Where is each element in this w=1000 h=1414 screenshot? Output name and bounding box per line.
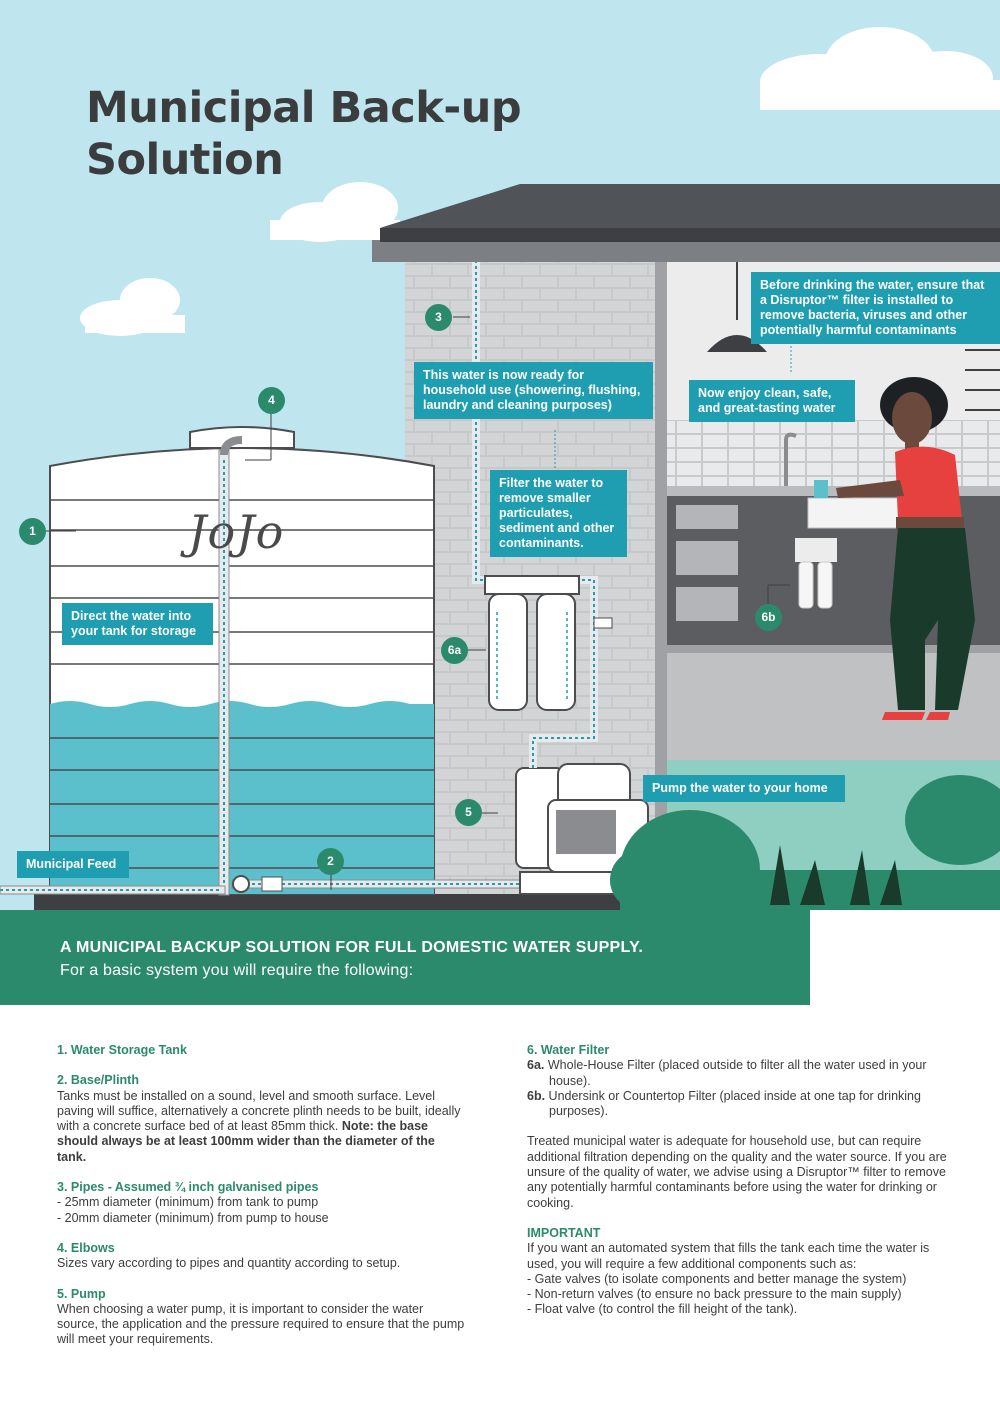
callout-filter-water: Filter the water to remove smaller particulates, sediment and other contaminants. bbox=[490, 470, 627, 557]
req-base-heading: 2. Base/Plinth bbox=[57, 1073, 139, 1088]
req-filter-body: Treated municipal water is adequate for household use, but can require additional filtration depending on the quality and the water source. If you are unsure of the quality of water, we advise using a Disruptor™ filter to remove any potentially harmful contaminants before using the water for drinking or cooking. bbox=[527, 1134, 947, 1210]
marker-4: 4 bbox=[258, 387, 285, 414]
drawers bbox=[676, 505, 738, 621]
water-tank bbox=[50, 427, 434, 894]
req-important-item: - Float valve (to control the fill height of the tank). bbox=[527, 1302, 798, 1317]
marker-5: 5 bbox=[455, 799, 482, 826]
marker-6b: 6b bbox=[755, 604, 782, 631]
req-elbows bbox=[57, 1241, 467, 1272]
requirements-right-column bbox=[527, 1043, 957, 1333]
req-tank-heading: 1. Water Storage Tank bbox=[57, 1043, 187, 1057]
req-filter-6a-label: 6a. bbox=[527, 1058, 545, 1073]
req-filter-6a-text: Whole-House Filter (placed outside to filter all the water used in your house). bbox=[547, 1058, 927, 1088]
callout-direct-water: Direct the water into your tank for storage bbox=[62, 603, 213, 645]
req-important-item: - Non-return valves (to ensure no back pressure to the main supply) bbox=[527, 1287, 902, 1302]
req-pump-body: When choosing a water pump, it is important to consider the water source, the application and the pressure required to ensure that the pump will meet your requirements. bbox=[57, 1301, 465, 1347]
req-important-item: - Gate valves (to isolate components and better manage the system) bbox=[527, 1271, 907, 1286]
req-pump bbox=[57, 1287, 467, 1348]
req-filter-heading: 6. Water Filter bbox=[527, 1043, 610, 1057]
req-pipes-item: - 25mm diameter (minimum) from tank to pump bbox=[57, 1195, 319, 1210]
callout-municipal-feed: Municipal Feed bbox=[17, 851, 129, 878]
brand-logo: JoJo bbox=[188, 505, 285, 559]
req-pipes-heading: 3. Pipes - Assumed ¾ inch galvanised pipes bbox=[57, 1180, 319, 1195]
req-filter-6b bbox=[527, 1089, 957, 1120]
req-pipes-item: - 20mm diameter (minimum) from pump to house bbox=[57, 1210, 329, 1225]
callout-pump: Pump the water to your home bbox=[643, 775, 845, 802]
req-pipes bbox=[57, 1180, 467, 1226]
req-important-body: If you want an automated system that fills the tank each time the water is used, you will require a few additional components such as: bbox=[527, 1241, 930, 1271]
req-filter-6b-text: Undersink or Countertop Filter (placed inside at one tap for drinking purposes). bbox=[548, 1088, 921, 1119]
req-filter-6b-label: 6b. bbox=[527, 1088, 546, 1103]
banner-subheading: For a basic system you will require the following: bbox=[60, 962, 414, 979]
ground-plinth bbox=[34, 894, 634, 910]
gutter bbox=[372, 240, 1000, 262]
municipal-feed-pipe bbox=[0, 886, 225, 894]
req-base-body: Tanks must be installed on a sound, level and smooth surface. Level paving will suffice, alternatively a concrete plinth needs to be built, ideally with a concrete surface bed of at least 85mm thick. bbox=[57, 1088, 461, 1134]
page-title-line1: Municipal Back-up bbox=[86, 83, 522, 133]
banner-heading: A MUNICIPAL BACKUP SOLUTION FOR FULL DOMESTIC WATER SUPPLY. bbox=[60, 939, 644, 956]
marker-3: 3 bbox=[425, 304, 452, 331]
req-pump-heading: 5. Pump bbox=[57, 1286, 106, 1301]
callout-enjoy-water: Now enjoy clean, safe, and great-tasting water bbox=[689, 380, 855, 422]
marker-2: 2 bbox=[317, 848, 344, 875]
req-filter bbox=[527, 1043, 957, 1119]
requirements-left-column bbox=[57, 1043, 467, 1363]
req-tank bbox=[57, 1043, 467, 1058]
page-title bbox=[86, 82, 521, 186]
req-filter-notes bbox=[527, 1134, 957, 1210]
req-important-heading: IMPORTANT bbox=[527, 1225, 601, 1240]
summary-banner bbox=[0, 910, 810, 1005]
marker-1: 1 bbox=[19, 518, 46, 545]
req-base bbox=[57, 1073, 467, 1165]
req-important bbox=[527, 1226, 957, 1318]
callout-disruptor: Before drinking the water, ensure that a Disruptor™ filter is installed to remove bacteria, viruses and other potentially harmful contaminants bbox=[751, 272, 1000, 344]
req-elbows-body: Sizes vary according to pipes and quantity according to setup. bbox=[57, 1256, 401, 1271]
page-title-line2: Solution bbox=[86, 135, 284, 185]
marker-6a: 6a bbox=[441, 637, 468, 664]
req-elbows-heading: 4. Elbows bbox=[57, 1240, 115, 1255]
callout-household-use: This water is now ready for household use (showering, flushing, laundry and cleaning purposes) bbox=[414, 362, 653, 419]
req-base-note: Note: the base should always be at least 100mm wider than the diameter of the tank. bbox=[57, 1119, 435, 1164]
req-filter-6a bbox=[527, 1058, 957, 1089]
